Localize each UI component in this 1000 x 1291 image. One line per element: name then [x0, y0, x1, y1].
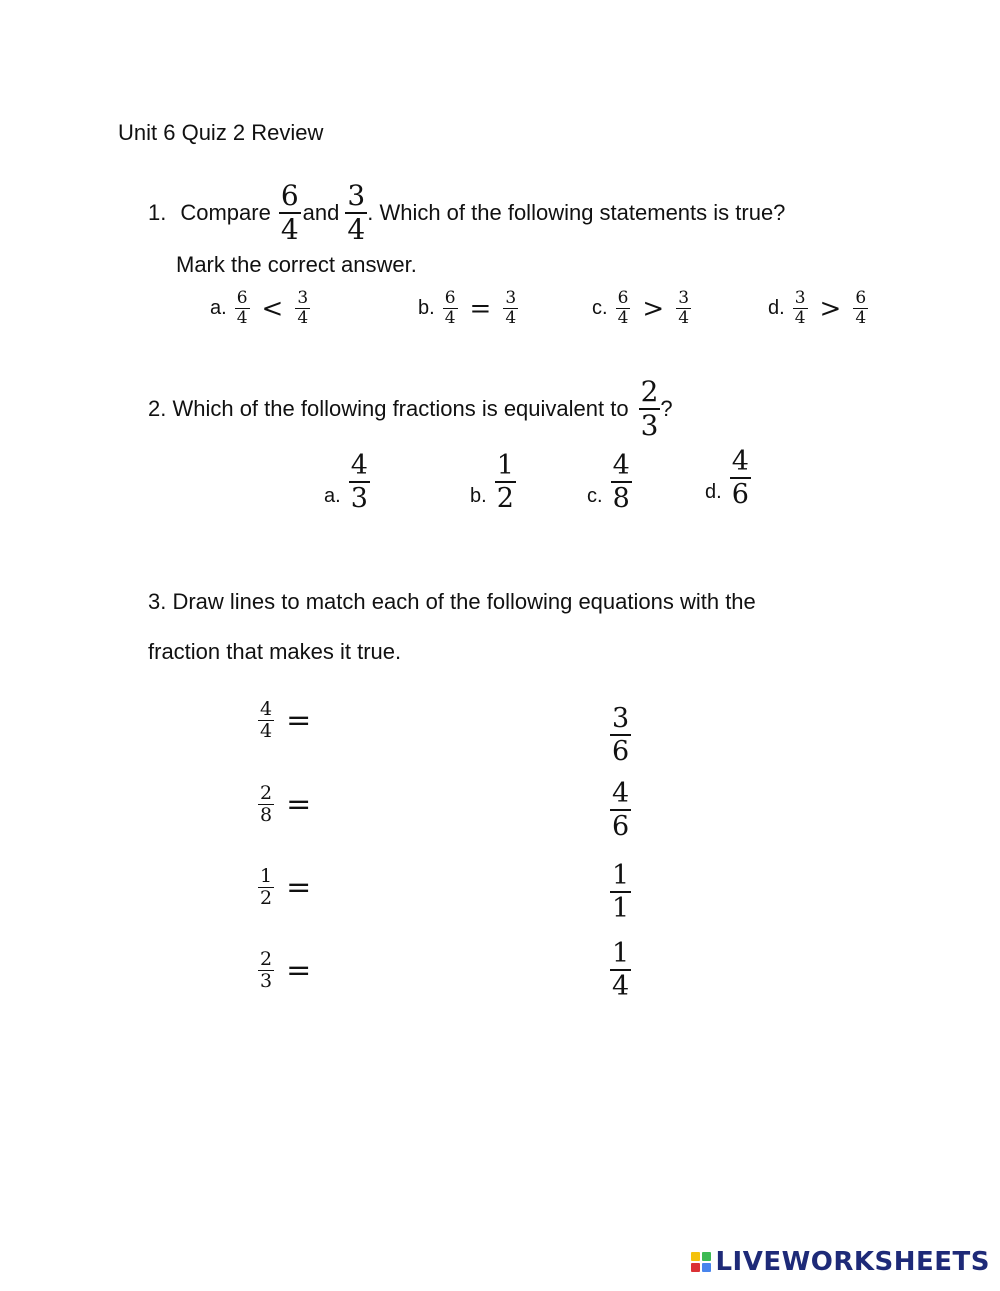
q3-left-equation[interactable] — [258, 700, 311, 741]
equals-sign: = — [286, 787, 312, 822]
q1-option-c[interactable] — [592, 290, 691, 327]
logo-text: LIVEWORKSHEETS — [715, 1247, 990, 1277]
page-title: Unit 6 Quiz 2 Review — [118, 120, 324, 145]
option-label: a. — [324, 485, 341, 507]
q3-left-equation[interactable] — [258, 867, 311, 908]
q1-number: 1. — [148, 200, 167, 225]
match-fraction: $\frac{1}{1}$ — [612, 860, 630, 924]
q3-right-fraction[interactable] — [610, 940, 631, 1000]
option-fraction: $\frac{4}{8}$ — [612, 450, 630, 514]
q1-prompt — [148, 179, 786, 246]
q3-prompt-line-2: fraction that makes it true. — [148, 639, 402, 664]
option-right-fraction: $\frac{3}{4}$ — [678, 288, 690, 328]
q2-fraction: $\frac{2}{3}$ — [640, 375, 659, 442]
option-left-fraction: $\frac{3}{4}$ — [794, 288, 806, 328]
q2-prompt — [148, 375, 673, 442]
option-label: a. — [210, 297, 227, 319]
q3-prompt-line-1: 3. Draw lines to match each of the following equations with the — [148, 589, 756, 614]
q1-option-b[interactable] — [418, 290, 518, 327]
match-fraction: $\frac{3}{6}$ — [612, 703, 630, 767]
option-label: d. — [705, 481, 722, 503]
q3-right-fraction[interactable] — [610, 862, 631, 922]
q1-option-a[interactable] — [210, 290, 310, 327]
equation-fraction: $\frac{4}{4}$ — [260, 698, 273, 742]
equation-fraction: $\frac{2}{8}$ — [260, 782, 273, 826]
liveworksheets-logo — [691, 1247, 990, 1277]
q1-instruction: Mark the correct answer. — [176, 252, 417, 277]
q1-and: and — [302, 200, 340, 225]
option-left-fraction: $\frac{6}{4}$ — [617, 288, 629, 328]
option-label: d. — [768, 297, 785, 319]
q3-left-equation[interactable] — [258, 784, 311, 825]
option-fraction: $\frac{1}{2}$ — [496, 450, 514, 514]
q2-question-mark: ? — [660, 396, 673, 421]
q2-option-c[interactable] — [587, 452, 632, 512]
option-label: c. — [587, 485, 603, 507]
q2-option-a[interactable] — [324, 452, 370, 512]
option-fraction: $\frac{4}{3}$ — [350, 450, 368, 514]
q1-option-d[interactable] — [768, 290, 868, 327]
q2-option-b[interactable] — [470, 452, 516, 512]
q2-text: 2. Which of the following fractions is equivalent to — [148, 396, 629, 421]
option-fraction: $\frac{4}{6}$ — [731, 446, 749, 510]
equals-sign: = — [286, 953, 312, 988]
q3-right-fraction[interactable] — [610, 705, 631, 765]
q3-left-equation[interactable] — [258, 950, 311, 991]
match-fraction: $\frac{1}{4}$ — [612, 938, 630, 1002]
option-right-fraction: $\frac{3}{4}$ — [297, 288, 309, 328]
option-label: c. — [592, 297, 608, 319]
greater-than-sign: > — [642, 293, 665, 324]
q1-suffix: . Which of the following statements is true? — [367, 200, 786, 225]
q1-fraction-2: $\frac{3}{4}$ — [347, 179, 366, 246]
equals-sign: = — [286, 703, 312, 738]
less-than-sign: < — [261, 293, 284, 324]
q2-option-d[interactable] — [705, 448, 751, 508]
q3-right-fraction[interactable] — [610, 780, 631, 840]
option-left-fraction: $\frac{6}{4}$ — [444, 288, 456, 328]
equals-sign: = — [286, 870, 312, 905]
q1-fraction-1: $\frac{6}{4}$ — [280, 179, 299, 246]
option-left-fraction: $\frac{6}{4}$ — [236, 288, 248, 328]
equals-sign: = — [469, 293, 492, 324]
logo-blocks-icon — [691, 1252, 711, 1272]
equation-fraction: $\frac{1}{2}$ — [260, 865, 273, 909]
equation-fraction: $\frac{2}{3}$ — [260, 948, 273, 992]
match-fraction: $\frac{4}{6}$ — [612, 778, 630, 842]
option-label: b. — [418, 297, 435, 319]
option-label: b. — [470, 485, 487, 507]
q1-prefix: Compare — [180, 200, 271, 225]
option-right-fraction: $\frac{6}{4}$ — [855, 288, 867, 328]
option-right-fraction: $\frac{3}{4}$ — [505, 288, 517, 328]
greater-than-sign: > — [819, 293, 842, 324]
